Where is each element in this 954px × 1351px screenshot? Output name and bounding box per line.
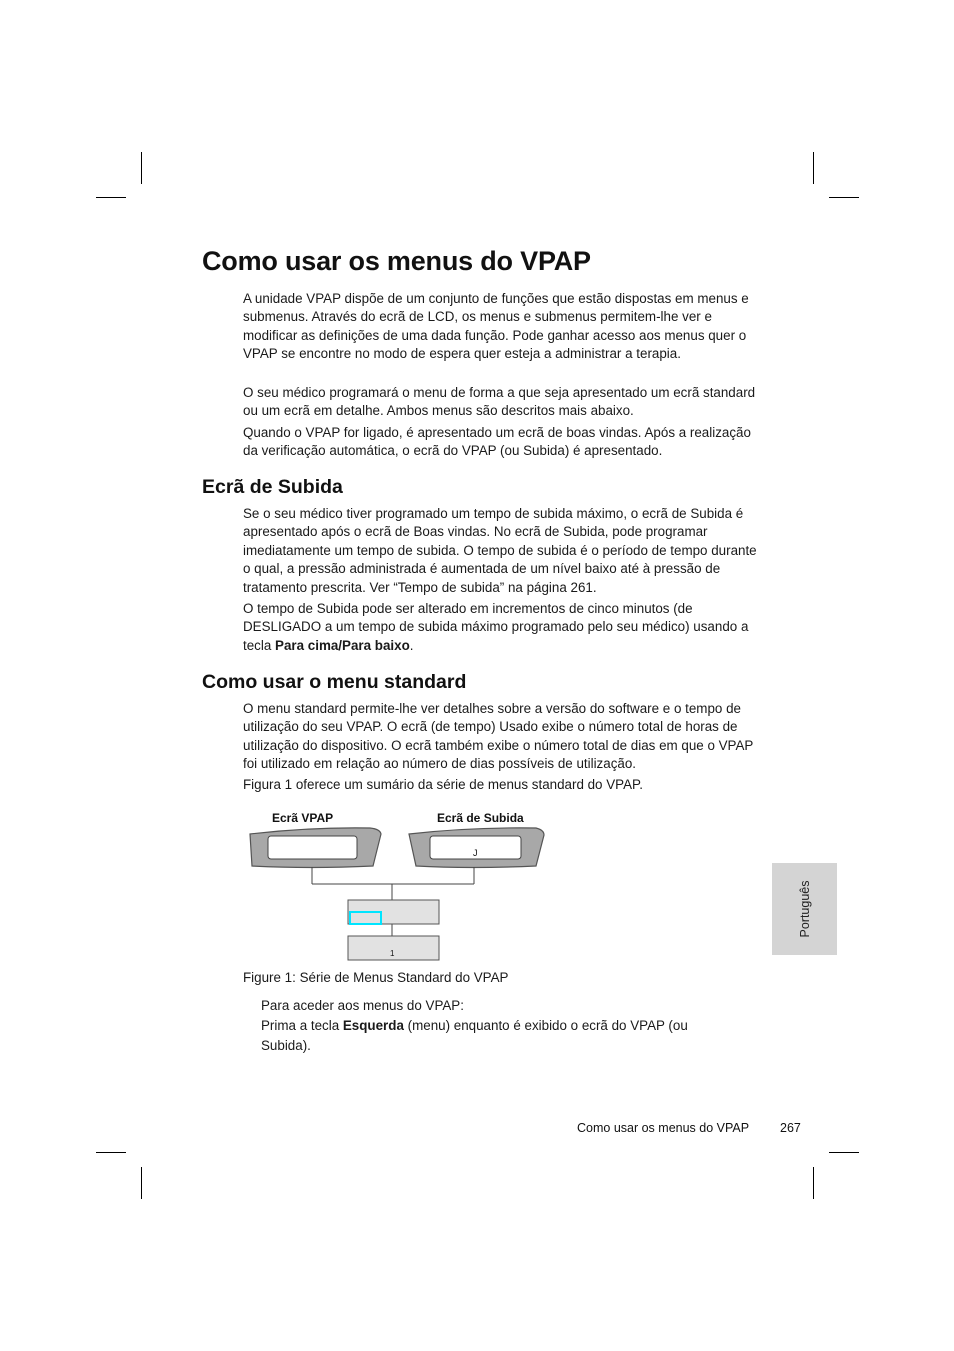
instruction-line-1: Para aceder aos menus do VPAP:	[261, 998, 464, 1013]
intro-paragraph-2: O seu médico programará o menu de forma a que seja apresentado um ecrã standard ou um ecrã em detalhe. Ambos menus são descritos mais abaixo.	[243, 385, 756, 419]
intro-paragraph-1: A unidade VPAP dispõe de um conjunto de funções que estão dispostas em menus e submenus. Através do ecrã de LCD, os menus e submenus permitem-lhe ver e modificar as definições de uma dada função. Pode ganhar acesso aos menus quer o VPAP se encontre no modo de espera quer esteja a administrar a terapia.	[243, 291, 749, 362]
crop-mark	[141, 1167, 142, 1199]
crop-mark	[141, 152, 142, 184]
standard-paragraph-1: O menu standard permite-lhe ver detalhes sobre a versão do software e o tempo de utilização do seu VPAP. O ecrã (de tempo) Usado exibe o número total de horas de utilização do dispositivo. O ecrã também exibe o número total de dias em que o VPAP foi utilizado em relação ao número de dias possíveis de utilização.	[243, 701, 754, 772]
language-tab-label: Português	[797, 880, 812, 938]
crop-mark	[813, 1167, 814, 1199]
instruction-line-2	[261, 1016, 721, 1055]
crop-mark	[96, 197, 126, 198]
diagram-graphic	[240, 808, 550, 968]
footer-running-title: Como usar os menus do VPAP	[577, 1121, 750, 1135]
subida-text-start: O tempo de Subida pode ser alterado em incrementos de cinco minutos (de DESLIGADO a um tempo de subida máximo programado pelo seu médico) usando a tecla	[243, 601, 749, 653]
intro-paragraph-3: Quando o VPAP for ligado, é apresentado um ecrã de boas vindas. Após a realização da verificação automática, o ecrã do VPAP (ou Subida) é apresentado.	[243, 425, 751, 459]
language-tab	[772, 863, 837, 955]
vpap-lcd-left	[268, 836, 357, 859]
label-ecra-vpap: Ecrã VPAP	[272, 811, 334, 825]
crop-mark	[813, 152, 814, 184]
crop-mark	[829, 1152, 859, 1153]
section-heading-standard: Como usar o menu standard	[202, 671, 467, 693]
footer-page-number: 267	[780, 1121, 801, 1135]
subida-paragraph-2	[243, 600, 758, 655]
instruction-text-start: Prima a tecla	[261, 1018, 343, 1033]
page-title: Como usar os menus do VPAP	[202, 246, 591, 276]
crop-mark	[829, 197, 859, 198]
standard-paragraph-2: Figura 1 oferece um sumário da série de menus standard do VPAP.	[243, 777, 643, 792]
key-name-esquerda: Esquerda	[342, 1018, 404, 1033]
crop-mark	[96, 1152, 126, 1153]
key-name-up-down: Para cima/Para baixo	[275, 637, 410, 653]
right-screen-mark: J	[473, 848, 478, 858]
instruction-text-end: (menu) enquanto é exibido o ecrã do VPAP (ou Subida).	[261, 1018, 688, 1053]
label-ecra-subida: Ecrã de Subida	[437, 811, 524, 825]
lower-box-mark: 1	[390, 949, 395, 958]
figure-caption: Figure 1: Série de Menus Standard do VPAP	[243, 970, 509, 985]
menu-series-diagram	[240, 808, 550, 968]
subida-text-end: .	[409, 637, 414, 653]
subida-paragraph-1: Se o seu médico tiver programado um tempo de subida máximo, o ecrã de Subida é apresentado após o ecrã de Boas vindas. No ecrã de Subida, pode programar imediatamente um tempo de subida. O tempo de subida é o período de tempo durante o qual, a pressão administrada é aumentada de um nível baixo até à pressão de tratamento prescrita. Ver “Tempo de subida” na página 261.	[243, 506, 757, 595]
section-heading-subida: Ecrã de Subida	[202, 476, 343, 498]
